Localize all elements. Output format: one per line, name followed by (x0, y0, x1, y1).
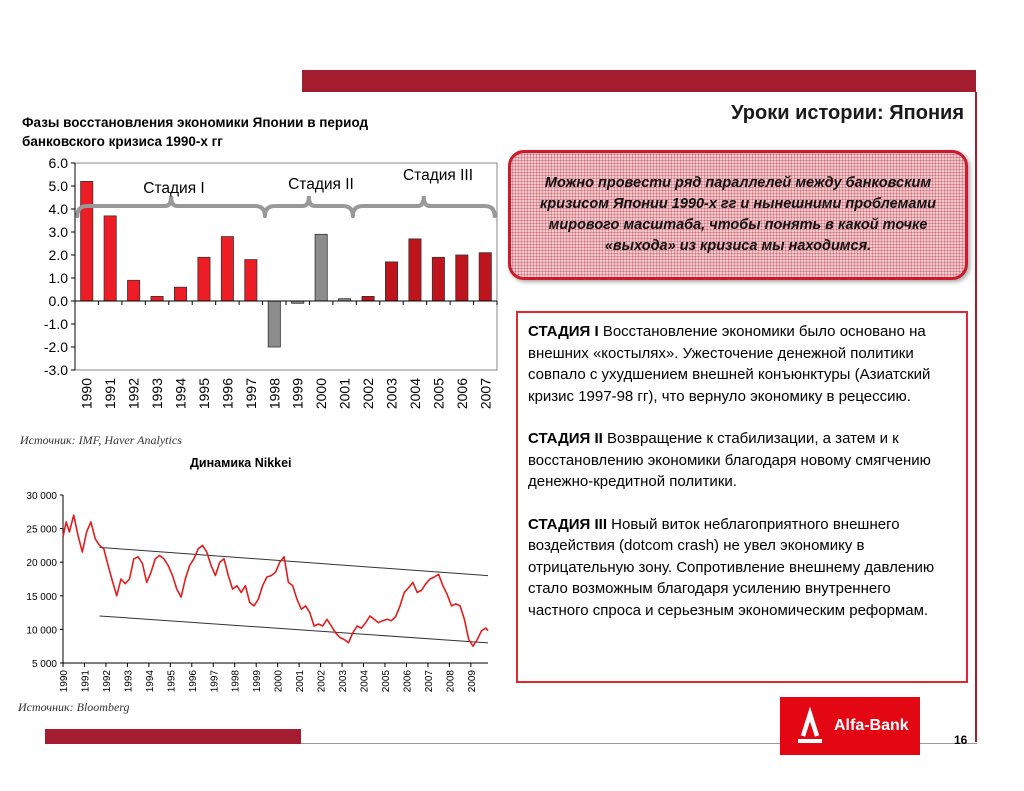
gdp-y-tick-label: 2.0 (48, 247, 68, 263)
nikkei-x-tick-label: 1992 (101, 670, 113, 693)
nikkei-x-tick-label: 1990 (59, 670, 70, 693)
stage-1-block (528, 321, 954, 407)
stage-2-brace (265, 196, 353, 216)
gdp-x-tick-label: 2003 (383, 378, 400, 410)
nikkei-chart-title: Динамика Nikkei (190, 456, 292, 470)
page-number: 16 (954, 733, 968, 747)
gdp-bar-1998 (268, 301, 280, 347)
nikkei-chart-source: Источник: Bloomberg (18, 700, 130, 714)
nikkei-trend-line-2 (99, 616, 488, 643)
nikkei-line-chart (0, 478, 500, 708)
stage-3-block (528, 514, 954, 622)
nikkei-x-tick-label: 2004 (359, 670, 371, 693)
gdp-y-tick-label: 4.0 (48, 201, 68, 217)
gdp-bar-2004 (409, 239, 421, 301)
bottom-accent-band (45, 729, 301, 744)
nikkei-y-tick-label: 5 000 (31, 659, 57, 670)
right-accent-rule (975, 92, 977, 742)
gdp-x-tick-label: 2005 (430, 378, 447, 410)
gdp-bar-1990 (81, 181, 93, 301)
gdp-bar-1991 (104, 216, 116, 301)
gdp-x-tick-label: 2002 (360, 378, 377, 410)
gdp-x-tick-label: 1994 (172, 378, 189, 410)
stage-2-heading: СТАДИЯ II (528, 430, 603, 447)
gdp-bar-2007 (479, 253, 491, 301)
logo-text: Alfa-Bank (834, 717, 909, 734)
stage-1-heading: СТАДИЯ I (528, 323, 599, 340)
gdp-x-tick-label: 1991 (102, 378, 119, 410)
nikkei-trend-line-1 (99, 547, 488, 575)
nikkei-x-tick-label: 2008 (445, 670, 457, 693)
gdp-bar-2006 (456, 255, 468, 301)
callout-box (508, 150, 968, 280)
stage-2-text: Возвращение к стабилизации, а затем и к восстановлению экономики благодаря новому смягчению денежно-кредитной политики. (528, 430, 931, 490)
stage-label-1: Стадия I (143, 180, 205, 197)
gdp-bar-1995 (198, 257, 210, 301)
nikkei-x-tick-label: 2006 (402, 670, 414, 693)
nikkei-x-tick-label: 2009 (466, 670, 478, 693)
nikkei-x-tick-label: 2007 (423, 670, 435, 693)
gdp-y-tick-label: -2.0 (43, 339, 68, 355)
alfa-bank-logo (780, 697, 920, 755)
alfa-a-icon (792, 706, 828, 746)
nikkei-series-line (63, 515, 488, 646)
gdp-bar-1996 (221, 237, 233, 301)
nikkei-x-tick-label: 2003 (338, 670, 350, 693)
nikkei-y-tick-label: 10 000 (26, 625, 57, 637)
gdp-x-tick-label: 1996 (219, 378, 236, 410)
nikkei-x-tick-label: 2001 (295, 670, 307, 693)
gdp-bar-2003 (385, 262, 397, 301)
stage-3-text: Новый виток неблагоприятного внешнего воздействия (dotcom crash) не увел экономику в отрицательную зону. Сопротивление внешнему давлению стало возможным благодаря усилению внутреннего частного спроса и серьезным экономическим реформам. (528, 515, 935, 619)
nikkei-x-tick-label: 1995 (166, 670, 178, 693)
stages-box (516, 311, 968, 683)
gdp-x-tick-label: 2000 (313, 378, 330, 410)
nikkei-y-tick-label: 25 000 (26, 524, 57, 536)
nikkei-y-tick-label: 20 000 (26, 558, 57, 570)
gdp-bar-chart (0, 150, 500, 430)
stage-1-brace (77, 196, 265, 216)
gdp-x-tick-label: 1995 (195, 378, 212, 410)
gdp-bar-1992 (128, 280, 140, 301)
stage-2-block (528, 428, 954, 493)
gdp-bar-1994 (174, 287, 186, 301)
gdp-y-tick-label: -1.0 (43, 316, 68, 332)
nikkei-x-tick-label: 1998 (230, 670, 242, 693)
nikkei-x-tick-label: 2005 (380, 670, 392, 693)
gdp-y-tick-label: -3.0 (43, 362, 68, 378)
stage-3-heading: СТАДИЯ III (528, 515, 607, 533)
gdp-x-tick-label: 1990 (78, 378, 95, 410)
nikkei-y-tick-label: 15 000 (26, 591, 57, 603)
nikkei-x-tick-label: 2000 (273, 670, 285, 693)
gdp-x-tick-label: 2006 (453, 378, 470, 410)
page-title: Уроки истории: Япония (731, 102, 964, 124)
gdp-x-tick-label: 1992 (125, 378, 142, 410)
nikkei-x-tick-label: 1993 (123, 670, 135, 693)
gdp-bar-1997 (245, 260, 257, 301)
gdp-x-tick-label: 1997 (242, 378, 259, 410)
gdp-bar-2005 (432, 257, 444, 301)
gdp-chart-source: Источник: IMF, Haver Analytics (20, 433, 182, 447)
gdp-bar-1993 (151, 296, 163, 301)
stage-label-2: Стадия II (288, 176, 354, 193)
gdp-x-tick-label: 2004 (406, 378, 423, 410)
gdp-x-tick-label: 2001 (336, 378, 353, 410)
gdp-y-tick-label: 3.0 (48, 224, 68, 240)
nikkei-x-tick-label: 1991 (80, 670, 92, 693)
stage-label-3: Стадия III (402, 167, 474, 184)
gdp-bar-2002 (362, 296, 374, 301)
gdp-x-tick-label: 1993 (149, 378, 166, 410)
nikkei-x-tick-label: 1999 (252, 670, 264, 693)
nikkei-x-tick-label: 1996 (187, 670, 199, 693)
nikkei-x-tick-label: 2002 (316, 670, 328, 693)
stage-3-brace (353, 196, 495, 216)
gdp-y-tick-label: 1.0 (48, 270, 68, 286)
gdp-x-tick-label: 1999 (289, 378, 306, 410)
nikkei-x-tick-label: 1997 (209, 670, 221, 693)
gdp-bar-2000 (315, 234, 327, 301)
callout-text: Можно провести ряд параллелей между банковским кризисом Японии 1990-х гг и нынешними проблемами мирового масштаба, чтобы понять в какой точке «выхода» из кризиса мы находимся. (539, 175, 937, 254)
stage-1-text: Восстановление экономики было основано на внешних «костылях». Ужесточение денежной политики совпало с ухудшением внешней конъюнктуры (Азиатский кризис 1997-98 гг), что вернуло экономику в рецессию. (528, 323, 931, 405)
top-accent-band (302, 70, 976, 92)
gdp-y-tick-label: 5.0 (48, 178, 68, 194)
gdp-x-tick-label: 1998 (266, 378, 283, 410)
nikkei-x-tick-label: 1994 (144, 670, 156, 693)
gdp-chart-title: Фазы восстановления экономики Японии в период банковского кризиса 1990-х гг (22, 115, 369, 149)
gdp-y-tick-label: 0.0 (48, 293, 68, 309)
nikkei-y-tick-label: 30 000 (26, 491, 57, 502)
gdp-y-tick-label: 6.0 (48, 155, 68, 171)
gdp-x-tick-label: 2007 (477, 378, 494, 410)
